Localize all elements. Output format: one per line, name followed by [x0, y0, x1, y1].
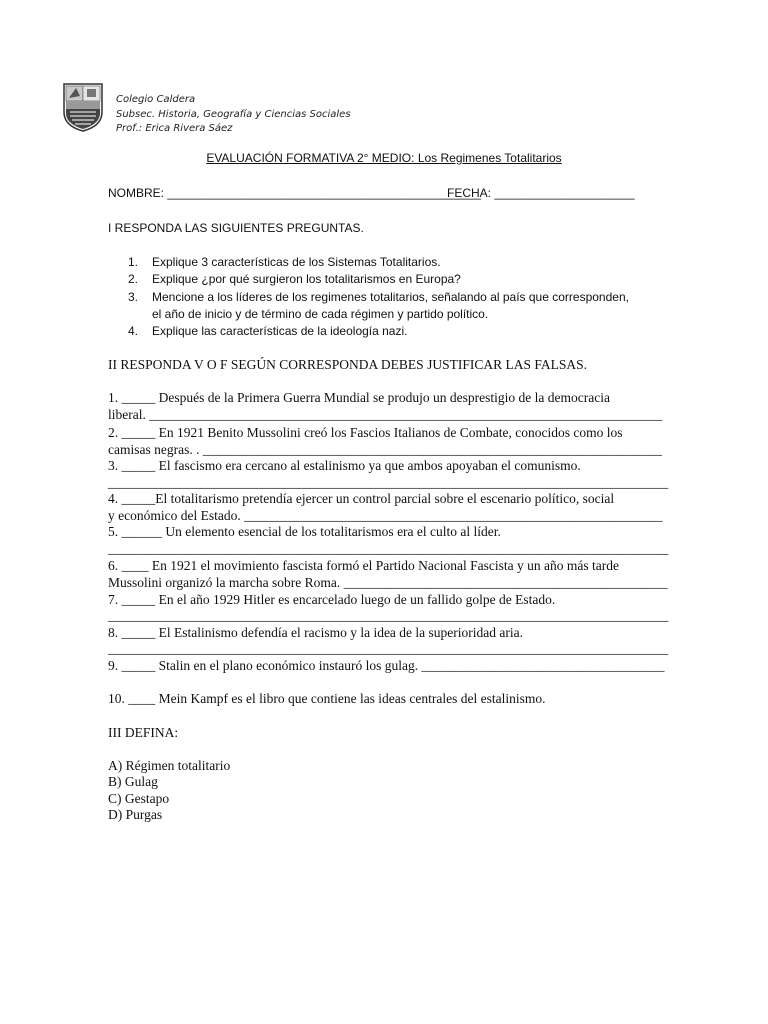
question-number: 1. — [128, 255, 139, 269]
question-text: Mencione a los líderes de los regimenes totalitarios, señalando al país que corresponden, — [152, 290, 629, 304]
definition-item: D) Purgas — [108, 807, 163, 822]
question-number: 3. — [128, 290, 139, 304]
tf-line: 7. _____ En el año 1929 Hitler es encarcelado luego de un fallido golpe de Estado. — [108, 592, 556, 607]
section3-heading: III DEFINA: — [108, 725, 179, 740]
question-text: Explique las características de la ideología nazi. — [152, 324, 408, 338]
tf-line: 4. _____El totalitarismo pretendía ejercer un control parcial sobre el escenario político, social — [108, 491, 615, 506]
section1-heading: I RESPONDA LAS SIGUIENTES PREGUNTAS. — [108, 221, 364, 235]
date-field[interactable]: FECHA: _____________________ — [447, 186, 635, 200]
school-crest-logo — [62, 82, 104, 132]
definition-item: B) Gulag — [108, 774, 158, 789]
tf-line: Mussolini organizó la marcha sobre Roma. ________________________________________________ — [108, 575, 668, 590]
school-header — [116, 93, 351, 137]
tf-line: ___________________________________________________________________________________ — [108, 641, 669, 656]
section2-heading: II RESPONDA V O F SEGÚN CORRESPONDA DEBES JUSTIFICAR LAS FALSAS. — [108, 357, 587, 372]
question-item — [128, 255, 441, 269]
tf-line: ___________________________________________________________________________________ — [108, 541, 669, 556]
tf-line: ___________________________________________________________________________________ — [108, 475, 669, 490]
question-item — [128, 324, 407, 338]
tf-line: 3. _____ El fascismo era cercano al estalinismo ya que ambos apoyaban el comunismo. — [108, 458, 581, 473]
question-number: 4. — [128, 324, 139, 338]
school-name: Colegio Caldera — [116, 94, 196, 105]
question-item — [128, 290, 629, 304]
tf-line: 8. _____ El Estalinismo defendía el racismo y la idea de la superioridad aria. — [108, 625, 523, 640]
definition-item: A) Régimen totalitario — [108, 758, 231, 773]
teacher-name: Prof.: Erica Rivera Sáez — [116, 123, 233, 134]
tf-line: y económico del Estado. ______________________________________________________________ — [108, 508, 663, 523]
tf-line: 5. ______ Un elemento esencial de los totalitarismos era el culto al líder. — [108, 524, 501, 539]
tf-line: 1. _____ Después de la Primera Guerra Mundial se produjo un desprestigio de la democracia — [108, 390, 610, 405]
tf-line: 10. ____ Mein Kampf es el libro que contiene las ideas centrales del estalinismo. — [108, 691, 546, 706]
tf-line: liberal. ____________________________________________________________________________ — [108, 407, 663, 422]
definition-item: C) Gestapo — [108, 791, 170, 806]
question-number: 2. — [128, 272, 139, 286]
question-text: Explique ¿por qué surgieron los totalitarismos en Europa? — [152, 272, 461, 286]
tf-line: camisas negras. . ____________________________________________________________________ — [108, 442, 662, 457]
question-item-continued — [128, 307, 488, 321]
question-text: Explique 3 características de los Sistemas Totalitarios. — [152, 255, 441, 269]
tf-line: 2. _____ En 1921 Benito Mussolini creó los Fascios Italianos de Combate, conocidos como los — [108, 425, 623, 440]
question-text: el año de inicio y de término de cada régimen y partido político. — [152, 307, 489, 321]
tf-line: ___________________________________________________________________________________ — [108, 608, 669, 623]
tf-line: 6. ____ En 1921 el movimiento fascista formó el Partido Nacional Fascista y un año más tarde — [108, 558, 620, 573]
document-title: EVALUACIÓN FORMATIVA 2° MEDIO: Los Regimenes Totalitarios — [206, 151, 562, 165]
name-field[interactable]: NOMBRE: _______________________________________________ — [108, 186, 482, 200]
subsector-name: Subsec. Historia, Geografía y Ciencias Sociales — [116, 108, 351, 120]
question-item — [128, 272, 461, 286]
tf-line: 9. _____ Stalin en el plano económico instauró los gulag. ____________________________________ — [108, 658, 665, 673]
